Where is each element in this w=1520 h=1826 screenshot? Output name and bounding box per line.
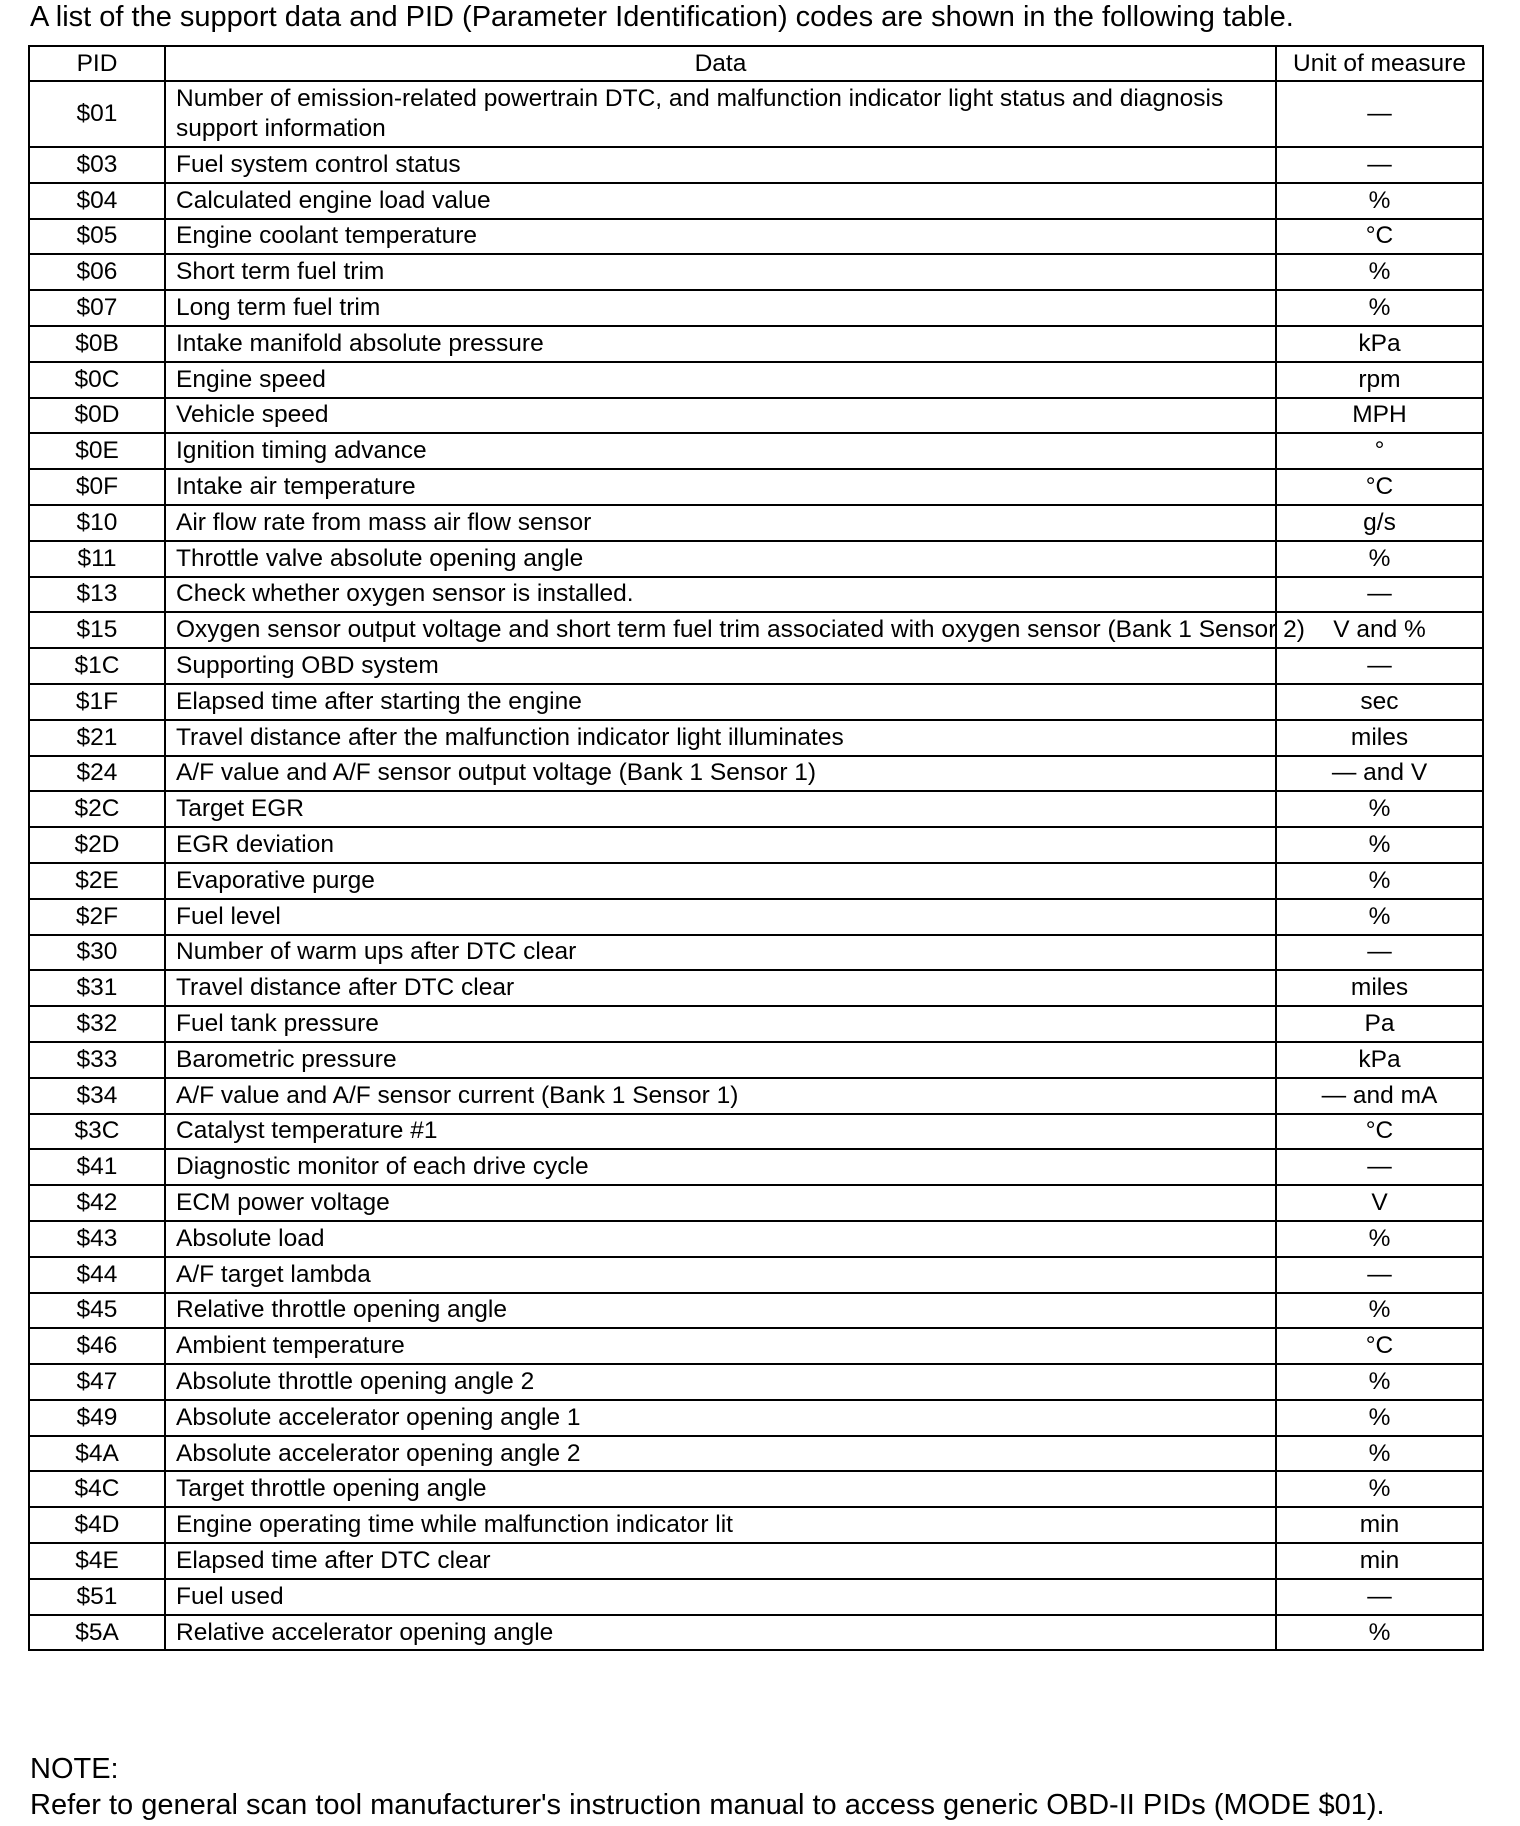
data-cell: Relative accelerator opening angle xyxy=(165,1615,1276,1651)
table-row xyxy=(29,1471,1483,1507)
data-cell: Catalyst temperature #1 xyxy=(165,1114,1276,1150)
table-row xyxy=(29,1221,1483,1257)
pid-cell: $0C xyxy=(29,362,165,398)
data-cell: Air flow rate from mass air flow sensor xyxy=(165,505,1276,541)
unit-cell: — xyxy=(1276,1579,1483,1615)
table-row xyxy=(29,577,1483,613)
pid-cell: $0B xyxy=(29,326,165,362)
data-cell: Supporting OBD system xyxy=(165,648,1276,684)
unit-cell: % xyxy=(1276,290,1483,326)
data-cell: Throttle valve absolute opening angle xyxy=(165,541,1276,577)
header-unit: Unit of measure xyxy=(1276,46,1483,81)
data-cell: Elapsed time after DTC clear xyxy=(165,1543,1276,1579)
data-cell: Number of warm ups after DTC clear xyxy=(165,935,1276,971)
table-row xyxy=(29,1149,1483,1185)
pid-cell: $0D xyxy=(29,398,165,434)
pid-cell: $11 xyxy=(29,541,165,577)
table-body xyxy=(29,81,1483,1650)
table-row xyxy=(29,970,1483,1006)
pid-cell: $30 xyxy=(29,935,165,971)
table-row xyxy=(29,720,1483,756)
unit-cell: % xyxy=(1276,183,1483,219)
pid-cell: $10 xyxy=(29,505,165,541)
pid-cell: $45 xyxy=(29,1293,165,1329)
pid-cell: $1F xyxy=(29,684,165,720)
data-cell: A/F target lambda xyxy=(165,1257,1276,1293)
table-row xyxy=(29,1078,1483,1114)
unit-cell: V and % xyxy=(1276,612,1483,648)
pid-cell: $4C xyxy=(29,1471,165,1507)
pid-cell: $33 xyxy=(29,1042,165,1078)
table-row xyxy=(29,1006,1483,1042)
unit-cell: °C xyxy=(1276,1328,1483,1364)
data-cell: Relative throttle opening angle xyxy=(165,1293,1276,1329)
table-row xyxy=(29,1114,1483,1150)
pid-cell: $04 xyxy=(29,183,165,219)
pid-cell: $03 xyxy=(29,147,165,183)
table-row xyxy=(29,183,1483,219)
data-cell: Long term fuel trim xyxy=(165,290,1276,326)
data-cell: Target EGR xyxy=(165,791,1276,827)
table-header xyxy=(29,46,1483,81)
table-row xyxy=(29,254,1483,290)
table-row xyxy=(29,147,1483,183)
unit-cell: % xyxy=(1276,1615,1483,1651)
header-row xyxy=(29,46,1483,81)
table-row xyxy=(29,935,1483,971)
table-row xyxy=(29,612,1483,648)
data-cell: Diagnostic monitor of each drive cycle xyxy=(165,1149,1276,1185)
table-row xyxy=(29,398,1483,434)
table-row xyxy=(29,469,1483,505)
pid-cell: $0F xyxy=(29,469,165,505)
data-cell: EGR deviation xyxy=(165,827,1276,863)
unit-cell: Pa xyxy=(1276,1006,1483,1042)
pid-cell: $5A xyxy=(29,1615,165,1651)
pid-cell: $42 xyxy=(29,1185,165,1221)
data-cell: Short term fuel trim xyxy=(165,254,1276,290)
unit-cell: V xyxy=(1276,1185,1483,1221)
table-row xyxy=(29,1579,1483,1615)
pid-cell: $31 xyxy=(29,970,165,1006)
unit-cell: kPa xyxy=(1276,326,1483,362)
pid-cell: $43 xyxy=(29,1221,165,1257)
pid-cell: $34 xyxy=(29,1078,165,1114)
unit-cell: — xyxy=(1276,648,1483,684)
unit-cell: — xyxy=(1276,1149,1483,1185)
pid-cell: $4E xyxy=(29,1543,165,1579)
table-row xyxy=(29,1328,1483,1364)
table-row xyxy=(29,827,1483,863)
pid-cell: $4D xyxy=(29,1507,165,1543)
pid-cell: $4A xyxy=(29,1436,165,1472)
data-cell: Absolute accelerator opening angle 1 xyxy=(165,1400,1276,1436)
pid-cell: $06 xyxy=(29,254,165,290)
table-row xyxy=(29,1543,1483,1579)
unit-cell: miles xyxy=(1276,720,1483,756)
unit-cell: sec xyxy=(1276,684,1483,720)
unit-cell: % xyxy=(1276,827,1483,863)
data-cell: Fuel level xyxy=(165,899,1276,935)
data-cell: Vehicle speed xyxy=(165,398,1276,434)
data-cell: Absolute load xyxy=(165,1221,1276,1257)
data-cell: Ignition timing advance xyxy=(165,433,1276,469)
unit-cell: — xyxy=(1276,935,1483,971)
unit-cell: °C xyxy=(1276,469,1483,505)
table-row xyxy=(29,1364,1483,1400)
unit-cell: % xyxy=(1276,1400,1483,1436)
unit-cell: rpm xyxy=(1276,362,1483,398)
unit-cell: % xyxy=(1276,541,1483,577)
unit-cell: °C xyxy=(1276,1114,1483,1150)
pid-cell: $41 xyxy=(29,1149,165,1185)
table-row xyxy=(29,81,1483,147)
table-row xyxy=(29,899,1483,935)
note-heading: NOTE: xyxy=(30,1753,119,1785)
unit-cell: % xyxy=(1276,1221,1483,1257)
data-cell: Engine speed xyxy=(165,362,1276,398)
pid-cell: $44 xyxy=(29,1257,165,1293)
unit-cell: miles xyxy=(1276,970,1483,1006)
pid-cell: $3C xyxy=(29,1114,165,1150)
unit-cell: — xyxy=(1276,81,1483,147)
data-cell: Engine coolant temperature xyxy=(165,219,1276,255)
pid-cell: $47 xyxy=(29,1364,165,1400)
unit-cell: % xyxy=(1276,863,1483,899)
data-cell: Target throttle opening angle xyxy=(165,1471,1276,1507)
data-cell: Intake air temperature xyxy=(165,469,1276,505)
data-cell: A/F value and A/F sensor current (Bank 1 Sensor 1) xyxy=(165,1078,1276,1114)
data-cell: Absolute accelerator opening angle 2 xyxy=(165,1436,1276,1472)
data-cell: A/F value and A/F sensor output voltage (Bank 1 Sensor 1) xyxy=(165,756,1276,792)
pid-cell: $15 xyxy=(29,612,165,648)
data-cell: Fuel tank pressure xyxy=(165,1006,1276,1042)
table-row xyxy=(29,684,1483,720)
unit-cell: % xyxy=(1276,1364,1483,1400)
unit-cell: — and mA xyxy=(1276,1078,1483,1114)
table-row xyxy=(29,1042,1483,1078)
pid-cell: $01 xyxy=(29,81,165,147)
pid-cell: $32 xyxy=(29,1006,165,1042)
header-pid: PID xyxy=(29,46,165,81)
intro-text: A list of the support data and PID (Parameter Identification) codes are shown in the following table. xyxy=(30,1,1294,33)
note-text: Refer to general scan tool manufacturer's instruction manual to access generic OBD-II PIDs (MODE $01). xyxy=(30,1789,1385,1821)
unit-cell: °C xyxy=(1276,219,1483,255)
data-cell: Travel distance after the malfunction indicator light illuminates xyxy=(165,720,1276,756)
unit-cell: MPH xyxy=(1276,398,1483,434)
unit-cell: kPa xyxy=(1276,1042,1483,1078)
data-cell: Intake manifold absolute pressure xyxy=(165,326,1276,362)
data-cell: Number of emission-related powertrain DTC, and malfunction indicator light status and diagnosis support information xyxy=(165,81,1276,147)
table-row xyxy=(29,1185,1483,1221)
unit-cell: % xyxy=(1276,899,1483,935)
table-row xyxy=(29,1400,1483,1436)
pid-cell: $07 xyxy=(29,290,165,326)
data-cell: Calculated engine load value xyxy=(165,183,1276,219)
table-row xyxy=(29,362,1483,398)
pid-cell: $1C xyxy=(29,648,165,684)
table-row xyxy=(29,433,1483,469)
data-cell: Evaporative purge xyxy=(165,863,1276,899)
unit-cell: % xyxy=(1276,1436,1483,1472)
header-data: Data xyxy=(165,46,1276,81)
table-row xyxy=(29,1293,1483,1329)
unit-cell: min xyxy=(1276,1543,1483,1579)
unit-cell: % xyxy=(1276,1471,1483,1507)
unit-cell: g/s xyxy=(1276,505,1483,541)
data-cell: Engine operating time while malfunction indicator lit xyxy=(165,1507,1276,1543)
table-row xyxy=(29,1257,1483,1293)
pid-cell: $2C xyxy=(29,791,165,827)
unit-cell: % xyxy=(1276,1293,1483,1329)
pid-cell: $46 xyxy=(29,1328,165,1364)
table-row xyxy=(29,791,1483,827)
pid-cell: $13 xyxy=(29,577,165,613)
unit-cell: ° xyxy=(1276,433,1483,469)
table-row xyxy=(29,326,1483,362)
data-cell: Barometric pressure xyxy=(165,1042,1276,1078)
table-row xyxy=(29,219,1483,255)
table-row xyxy=(29,541,1483,577)
pid-cell: $21 xyxy=(29,720,165,756)
pid-table xyxy=(28,45,1484,1651)
table-row xyxy=(29,505,1483,541)
pid-cell: $24 xyxy=(29,756,165,792)
data-cell: Absolute throttle opening angle 2 xyxy=(165,1364,1276,1400)
note-block xyxy=(30,1751,1385,1823)
pid-cell: $51 xyxy=(29,1579,165,1615)
table-row xyxy=(29,1436,1483,1472)
data-cell: Travel distance after DTC clear xyxy=(165,970,1276,1006)
table-row xyxy=(29,1615,1483,1651)
pid-cell: $05 xyxy=(29,219,165,255)
data-cell: ECM power voltage xyxy=(165,1185,1276,1221)
data-cell: Oxygen sensor output voltage and short term fuel trim associated with oxygen sensor (Bank 1 Sensor 2) xyxy=(165,612,1276,648)
table-row xyxy=(29,1507,1483,1543)
unit-cell: — xyxy=(1276,1257,1483,1293)
table-row xyxy=(29,648,1483,684)
table-row xyxy=(29,756,1483,792)
pid-cell: $0E xyxy=(29,433,165,469)
table-row xyxy=(29,290,1483,326)
data-cell: Ambient temperature xyxy=(165,1328,1276,1364)
unit-cell: — xyxy=(1276,577,1483,613)
table-row xyxy=(29,863,1483,899)
unit-cell: — xyxy=(1276,147,1483,183)
pid-cell: $2D xyxy=(29,827,165,863)
pid-cell: $49 xyxy=(29,1400,165,1436)
data-cell: Fuel system control status xyxy=(165,147,1276,183)
data-cell: Elapsed time after starting the engine xyxy=(165,684,1276,720)
data-cell: Fuel used xyxy=(165,1579,1276,1615)
unit-cell: % xyxy=(1276,791,1483,827)
unit-cell: — and V xyxy=(1276,756,1483,792)
unit-cell: % xyxy=(1276,254,1483,290)
pid-cell: $2F xyxy=(29,899,165,935)
pid-cell: $2E xyxy=(29,863,165,899)
unit-cell: min xyxy=(1276,1507,1483,1543)
data-cell: Check whether oxygen sensor is installed. xyxy=(165,577,1276,613)
